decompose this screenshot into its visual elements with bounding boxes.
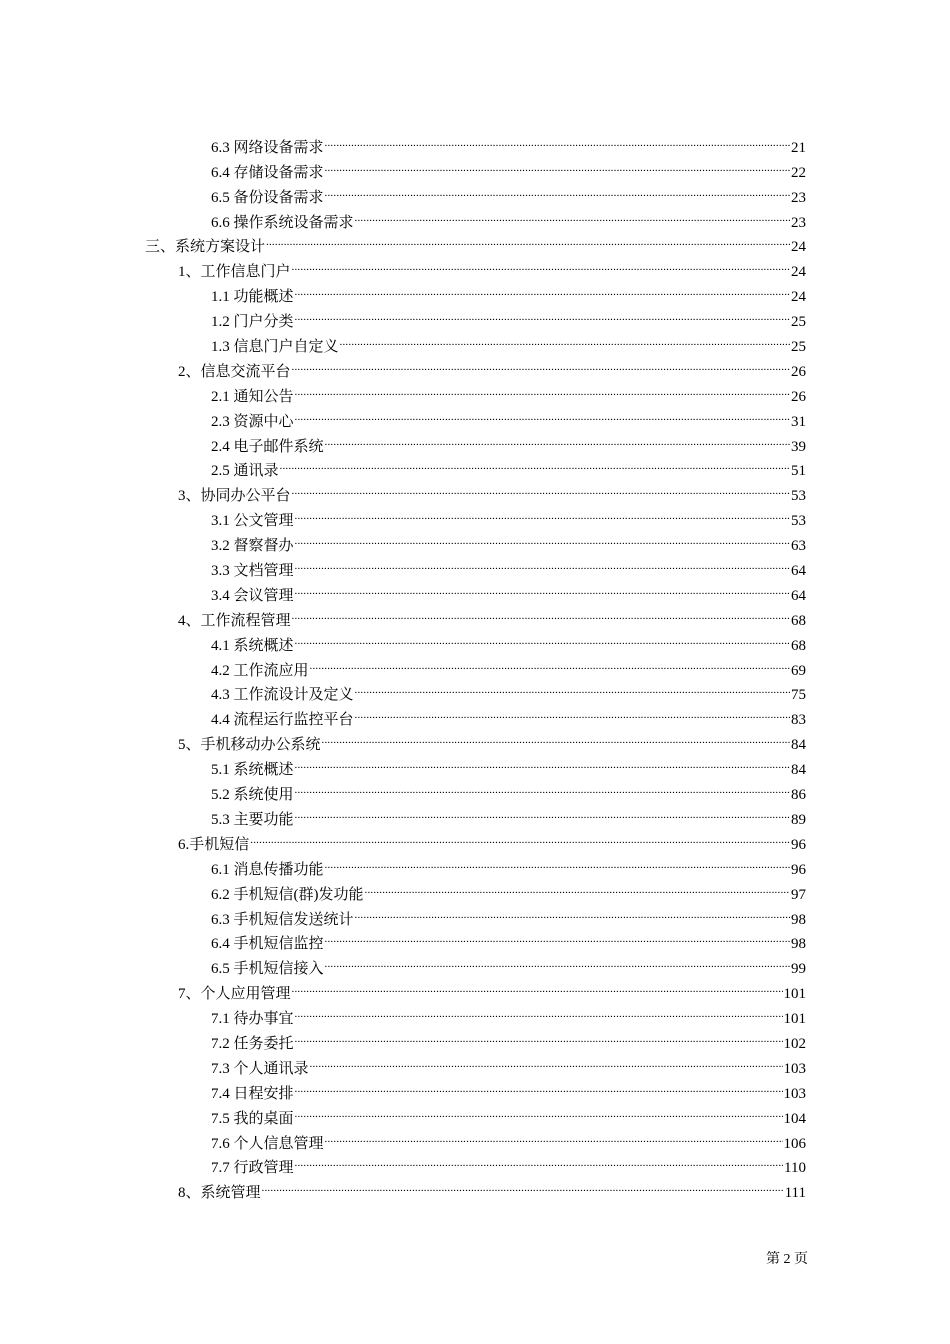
toc-entry[interactable] bbox=[0, 276, 806, 306]
toc-entry[interactable] bbox=[0, 600, 806, 629]
toc-entry[interactable] bbox=[0, 177, 806, 206]
toc-entry-page: 53 bbox=[791, 488, 806, 505]
toc-leader-dots bbox=[295, 774, 790, 799]
toc-entry-page: 99 bbox=[791, 961, 806, 978]
toc-entry-page: 63 bbox=[791, 538, 806, 555]
toc-leader-dots bbox=[295, 749, 790, 774]
toc-entry-page: 75 bbox=[791, 687, 806, 704]
toc-leader-dots bbox=[325, 849, 790, 874]
toc-entry-label: 4.1 系统概述 bbox=[211, 637, 294, 654]
toc-entry-label: 4、工作流程管理 bbox=[178, 612, 291, 629]
toc-entry-label: 4.3 工作流设计及定义 bbox=[211, 687, 354, 704]
toc-entry-label: 1.2 门户分类 bbox=[211, 314, 294, 331]
toc-entry-page: 69 bbox=[791, 662, 806, 679]
toc-entry[interactable] bbox=[0, 475, 806, 505]
toc-entry-page: 21 bbox=[791, 139, 806, 156]
toc-entry[interactable] bbox=[0, 1148, 806, 1177]
toc-entry[interactable] bbox=[0, 899, 806, 928]
toc-entry-label: 6.4 存储设备需求 bbox=[211, 164, 324, 181]
toc-leader-dots bbox=[295, 550, 790, 575]
toc-entry-label: 2、信息交流平台 bbox=[178, 363, 291, 380]
toc-leader-dots bbox=[322, 724, 790, 749]
toc-entry-label: 三、系统方案设计 bbox=[145, 239, 266, 256]
toc-entry-page: 24 bbox=[791, 264, 806, 281]
toc-entry-label: 5.1 系统概述 bbox=[211, 762, 294, 779]
toc-entry-label: 3.3 文档管理 bbox=[211, 563, 294, 580]
toc-entry-label: 7、个人应用管理 bbox=[178, 986, 291, 1003]
toc-leader-dots bbox=[365, 874, 791, 899]
toc-entry-label: 7.5 我的桌面 bbox=[211, 1110, 294, 1127]
toc-entry[interactable] bbox=[0, 326, 806, 356]
toc-entry-label: 2.5 通讯录 bbox=[211, 463, 279, 480]
toc-entry-label: 3、协同办公平台 bbox=[178, 488, 291, 505]
toc-entry[interactable] bbox=[0, 650, 806, 679]
toc-entry-page: 101 bbox=[783, 986, 806, 1003]
toc-entry-page: 103 bbox=[783, 1085, 806, 1102]
toc-leader-dots bbox=[295, 625, 790, 650]
toc-entry[interactable] bbox=[0, 824, 806, 853]
toc-leader-dots bbox=[295, 1148, 784, 1173]
toc-entry-page: 84 bbox=[791, 762, 806, 779]
toc-leader-dots bbox=[295, 575, 790, 600]
toc-leader-dots bbox=[295, 525, 790, 550]
toc-leader-dots bbox=[355, 675, 790, 700]
toc-entry-page: 83 bbox=[791, 712, 806, 729]
page-number: 第 2 页 bbox=[766, 1252, 808, 1267]
toc-entry-label: 6.1 消息传播功能 bbox=[211, 861, 324, 878]
toc-entry-page: 84 bbox=[791, 737, 806, 754]
toc-entry[interactable] bbox=[0, 1048, 806, 1077]
toc-entry[interactable] bbox=[0, 550, 806, 580]
toc-entry-label: 1.1 功能概述 bbox=[211, 289, 294, 306]
toc-entry[interactable] bbox=[0, 376, 806, 405]
toc-entry-page: 104 bbox=[783, 1110, 806, 1127]
toc-entry[interactable] bbox=[0, 451, 806, 480]
toc-entry-page: 68 bbox=[791, 637, 806, 654]
toc-entry[interactable] bbox=[0, 227, 806, 256]
toc-entry[interactable] bbox=[0, 849, 806, 878]
toc-entry[interactable] bbox=[0, 351, 806, 380]
toc-entry-page: 25 bbox=[791, 339, 806, 356]
toc-entry-page: 103 bbox=[783, 1060, 806, 1077]
toc-entry-page: 31 bbox=[791, 413, 806, 430]
toc-entry-page: 26 bbox=[791, 363, 806, 380]
toc-entry-label: 8、系统管理 bbox=[178, 1185, 261, 1202]
toc-leader-dots bbox=[340, 326, 790, 351]
toc-entry-page: 98 bbox=[791, 911, 806, 928]
toc-entry[interactable] bbox=[0, 749, 806, 779]
toc-entry-page: 96 bbox=[791, 861, 806, 878]
toc-leader-dots bbox=[295, 998, 783, 1023]
toc-leader-dots bbox=[325, 177, 790, 202]
toc-entry-label: 2.3 资源中心 bbox=[211, 413, 294, 430]
toc-leader-dots bbox=[295, 500, 790, 525]
toc-leader-dots bbox=[295, 1098, 783, 1123]
toc-entry[interactable] bbox=[0, 1172, 806, 1202]
toc-entry[interactable] bbox=[0, 301, 806, 331]
toc-leader-dots bbox=[292, 351, 790, 376]
toc-leader-dots bbox=[295, 301, 790, 326]
toc-leader-dots bbox=[292, 251, 790, 276]
toc-leader-dots bbox=[295, 1023, 783, 1048]
toc-entry-label: 7.1 待办事宜 bbox=[211, 1011, 294, 1028]
toc-entry-label: 4.4 流程运行监控平台 bbox=[211, 712, 354, 729]
toc-leader-dots bbox=[295, 276, 790, 301]
toc-entry-page: 110 bbox=[784, 1160, 806, 1177]
toc-leader-dots bbox=[292, 973, 783, 998]
toc-entry-label: 6.4 手机短信监控 bbox=[211, 936, 324, 953]
toc-entry[interactable] bbox=[0, 127, 806, 156]
toc-entry-page: 51 bbox=[791, 463, 806, 480]
toc-entry-page: 64 bbox=[791, 587, 806, 604]
toc-leader-dots bbox=[325, 426, 790, 451]
toc-leader-dots bbox=[355, 899, 790, 924]
toc-entry[interactable] bbox=[0, 625, 806, 654]
toc-entry-page: 102 bbox=[783, 1035, 806, 1052]
toc-entry[interactable] bbox=[0, 1073, 806, 1102]
toc-entry-page: 64 bbox=[791, 563, 806, 580]
toc-entry[interactable] bbox=[0, 500, 806, 530]
toc-entry-label: 7.4 日程安排 bbox=[211, 1085, 294, 1102]
toc-leader-dots bbox=[280, 451, 790, 476]
toc-entry-page: 106 bbox=[783, 1135, 806, 1152]
toc-entry-page: 22 bbox=[791, 164, 806, 181]
toc-entry-label: 1、工作信息门户 bbox=[178, 264, 291, 281]
toc-entry-label: 7.7 行政管理 bbox=[211, 1160, 294, 1177]
toc-entry-label: 1.3 信息门户自定义 bbox=[211, 339, 339, 356]
toc-entry-page: 86 bbox=[791, 787, 806, 804]
toc-leader-dots bbox=[325, 152, 790, 177]
toc-entry-label: 4.2 工作流应用 bbox=[211, 662, 309, 679]
toc-leader-dots bbox=[325, 1123, 783, 1148]
toc-entry-label: 6.2 手机短信(群)发功能 bbox=[211, 886, 364, 903]
toc-entry-page: 111 bbox=[784, 1185, 806, 1202]
toc-entry-label: 2.1 通知公告 bbox=[211, 388, 294, 405]
toc-entry-label: 5.3 主要功能 bbox=[211, 811, 294, 828]
toc-entry-label: 5、手机移动办公系统 bbox=[178, 737, 321, 754]
toc-entry[interactable] bbox=[0, 1023, 806, 1052]
toc-leader-dots bbox=[292, 600, 790, 625]
toc-entry[interactable] bbox=[0, 874, 806, 903]
toc-entry[interactable] bbox=[0, 202, 806, 231]
toc-entry[interactable] bbox=[0, 1098, 806, 1127]
toc-entry[interactable] bbox=[0, 973, 806, 1003]
toc-entry[interactable] bbox=[0, 948, 806, 978]
toc-leader-dots bbox=[355, 699, 790, 724]
toc-entry-page: 97 bbox=[791, 886, 806, 903]
toc-entry-label: 3.4 会议管理 bbox=[211, 587, 294, 604]
toc-leader-dots bbox=[292, 475, 790, 500]
toc-leader-dots bbox=[325, 127, 790, 152]
toc-leader-dots bbox=[295, 401, 790, 426]
toc-entry-label: 5.2 系统使用 bbox=[211, 787, 294, 804]
toc-entry-page: 24 bbox=[791, 289, 806, 306]
toc-entry-page: 25 bbox=[791, 314, 806, 331]
toc-leader-dots bbox=[310, 650, 790, 675]
toc-entry-page: 96 bbox=[791, 836, 806, 853]
toc-entry[interactable] bbox=[0, 152, 806, 181]
toc-entry[interactable] bbox=[0, 426, 806, 455]
toc-entry[interactable] bbox=[0, 774, 806, 804]
toc-leader-dots bbox=[266, 227, 790, 252]
toc-entry[interactable] bbox=[0, 724, 806, 754]
toc-leader-dots bbox=[262, 1172, 784, 1197]
toc-leader-dots bbox=[355, 202, 790, 227]
toc-leader-dots bbox=[295, 799, 790, 824]
toc-entry-page: 89 bbox=[791, 811, 806, 828]
toc-entry-label: 3.1 公文管理 bbox=[211, 513, 294, 530]
toc-entry[interactable] bbox=[0, 1123, 806, 1152]
table-of-contents bbox=[0, 127, 950, 1202]
toc-entry[interactable] bbox=[0, 799, 806, 828]
toc-entry[interactable] bbox=[0, 401, 806, 430]
toc-entry-label: 7.3 个人通讯录 bbox=[211, 1060, 309, 1077]
toc-entry-page: 101 bbox=[783, 1011, 806, 1028]
toc-entry-label: 2.4 电子邮件系统 bbox=[211, 438, 324, 455]
toc-entry-page: 68 bbox=[791, 612, 806, 629]
toc-entry[interactable] bbox=[0, 575, 806, 604]
toc-leader-dots bbox=[325, 924, 790, 949]
toc-entry-page: 98 bbox=[791, 936, 806, 953]
toc-entry[interactable] bbox=[0, 251, 806, 281]
toc-entry-page: 53 bbox=[791, 513, 806, 530]
toc-entry-label: 7.2 任务委托 bbox=[211, 1035, 294, 1052]
toc-entry-label: 6.5 备份设备需求 bbox=[211, 189, 324, 206]
toc-entry[interactable] bbox=[0, 675, 806, 704]
toc-entry-label: 3.2 督察督办 bbox=[211, 538, 294, 555]
toc-entry-page: 23 bbox=[791, 189, 806, 206]
toc-entry-page: 39 bbox=[791, 438, 806, 455]
toc-entry-page: 26 bbox=[791, 388, 806, 405]
toc-entry[interactable] bbox=[0, 525, 806, 555]
toc-entry-label: 7.6 个人信息管理 bbox=[211, 1135, 324, 1152]
toc-entry-label: 6.3 网络设备需求 bbox=[211, 139, 324, 156]
toc-entry-label: 6.6 操作系统设备需求 bbox=[211, 214, 354, 231]
toc-entry[interactable] bbox=[0, 998, 806, 1028]
toc-entry-page: 23 bbox=[791, 214, 806, 231]
toc-leader-dots bbox=[250, 824, 790, 849]
toc-leader-dots bbox=[295, 1073, 783, 1098]
toc-leader-dots bbox=[325, 948, 790, 973]
toc-entry-page: 24 bbox=[791, 239, 806, 256]
toc-entry-label: 6.手机短信 bbox=[178, 836, 250, 853]
toc-entry[interactable] bbox=[0, 699, 806, 729]
toc-leader-dots bbox=[295, 376, 790, 401]
toc-entry-label: 6.5 手机短信接入 bbox=[211, 961, 324, 978]
toc-leader-dots bbox=[310, 1048, 783, 1073]
toc-entry[interactable] bbox=[0, 924, 806, 953]
toc-entry-label: 6.3 手机短信发送统计 bbox=[211, 911, 354, 928]
